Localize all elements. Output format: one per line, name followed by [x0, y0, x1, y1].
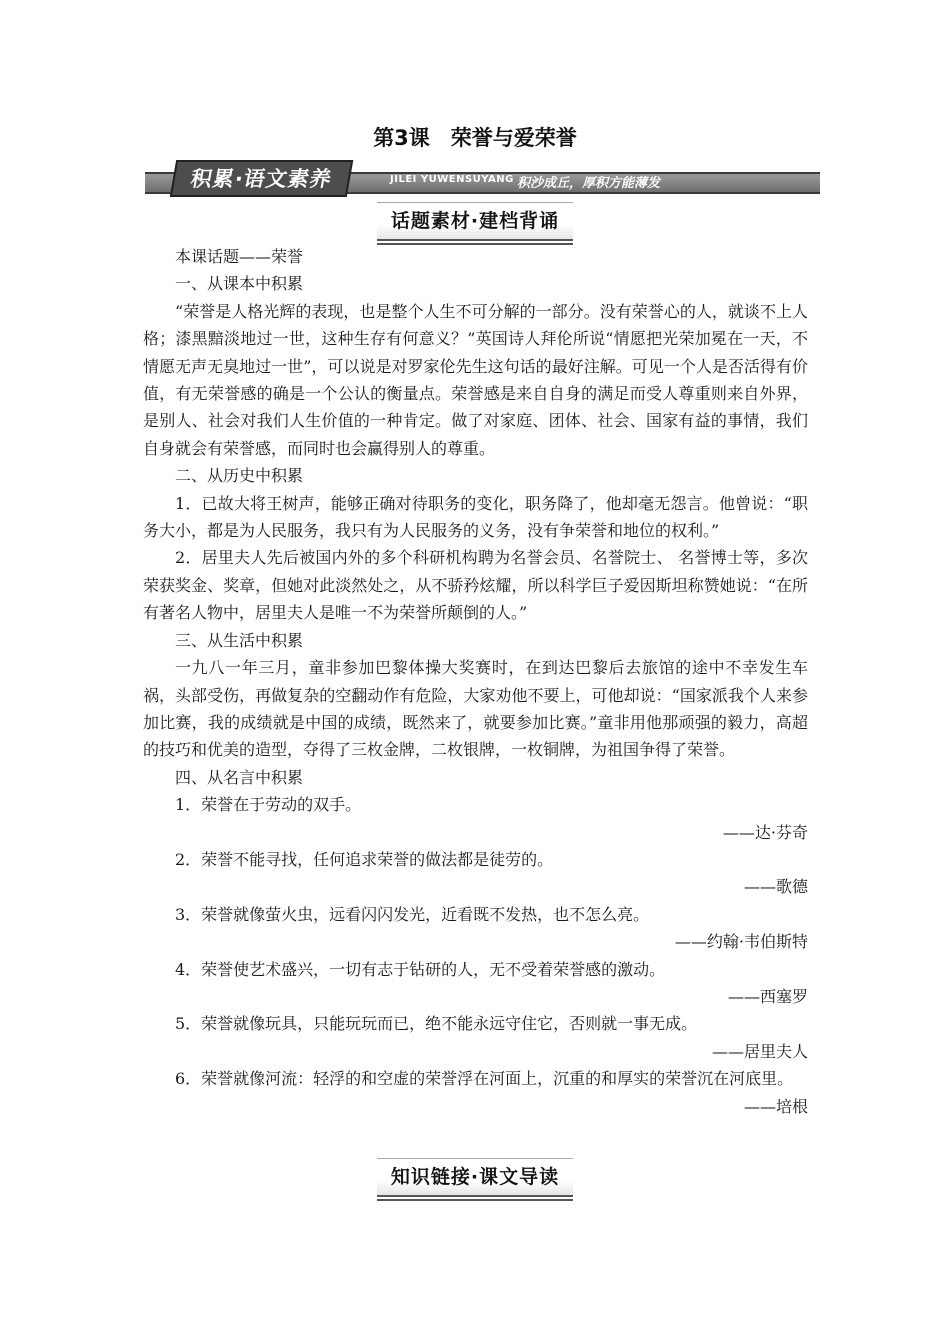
quote-text: 4．荣誉使艺术盛兴，一切有志于钻研的人，无不受着荣誉感的激动。: [175, 959, 666, 979]
quote-text: 5．荣誉就像玩具，只能玩玩而已，绝不能永远守住它，否则就一事无成。: [175, 1014, 698, 1034]
part3-heading: 三、从生活中积累: [175, 630, 304, 650]
quote-source: ——歌德: [743, 877, 808, 897]
quote-text: 2．荣誉不能寻找，任何追求荣誉的做法都是徒劳的。: [175, 849, 554, 869]
part2-item2: 2．居里夫人先后被国内外的多个科研机构聘为名誉会员、名誉院士、 名誉博士等，多次荣获奖金、奖章，但她对此淡然处之，从不骄矜炫耀，所以科学巨子爱因斯坦称赞她说：“在所有著名人物中，居里夫人是唯一不为荣誉所颠倒的人。”: [143, 548, 808, 623]
quote-source: ——西塞罗: [727, 986, 808, 1006]
part2-heading: 二、从历史中积累: [175, 466, 304, 486]
part1-heading: 一、从课本中积累: [175, 274, 304, 294]
page-title: 第3课 荣誉与爱荣誉: [373, 126, 577, 150]
quote-text: 1．荣誉在于劳动的双手。: [175, 795, 362, 815]
part2-item1: 1．已故大将王树声，能够正确对待职务的变化，职务降了，他却毫无怨言。他曾说：“职务大小，都是为人民服务，我只有为人民服务的义务，没有争荣誉和地位的权利。”: [143, 493, 808, 541]
section-heading-1: [0, 202, 950, 245]
topic-line: 本课话题——荣誉: [175, 247, 304, 266]
banner-motto: 积沙成丘，厚积方能薄发: [517, 176, 661, 191]
section-heading-2-label: 知识链接·课文导读: [377, 1158, 573, 1201]
banner-tag: 积累·语文素养: [170, 160, 354, 197]
quote-text: 6．荣誉就像河流：轻浮的和空虚的荣誉浮在河面上，沉重的和厚实的荣誉沉在河底里。: [175, 1069, 794, 1089]
banner-english: JILEI YUWENSUYANG: [390, 174, 514, 185]
article-body: [143, 243, 808, 1120]
section-banner: [145, 160, 820, 194]
part4-heading: 四、从名言中积累: [175, 767, 304, 787]
section-heading-1-label: 话题素材·建档背诵: [377, 202, 573, 245]
quote-source: ——约翰·韦伯斯特: [674, 932, 808, 952]
quote-text: 3．荣誉就像萤火虫，远看闪闪发光，近看既不发热，也不怎么亮。: [175, 904, 650, 924]
quote-source: ——达·芬奇: [722, 822, 808, 842]
quote-source: ——培根: [743, 1096, 808, 1116]
section-heading-2: [0, 1158, 950, 1201]
part1-text: “荣誉是人格光辉的表现，也是整个人生不可分解的一部分。没有荣誉心的人，就谈不上人格；漆黑黯淡地过一世，这种生存有何意义？”英国诗人拜伦所说“情愿把光荣加冕在一天，不情愿无声无臭地过一世”，可以说是对罗家伦先生这句话的最好注解。可见一个人是否活得有价值，有无荣誉感的确是一个公认的衡量点。荣誉感是来自自身的满足而受人尊重则来自外界，是别人、社会对我们人生价值的一种肯定。做了对家庭、团体、社会、国家有益的事情，我们自身就会有荣誉感，而同时也会赢得别人的尊重。: [143, 301, 808, 458]
quote-source: ——居里夫人: [711, 1041, 808, 1061]
part3-text: 一九八一年三月，童非参加巴黎体操大奖赛时，在到达巴黎后去旅馆的途中不幸发生车祸，头部受伤，再做复杂的空翻动作有危险，大家劝他不要上，可他却说：“国家派我个人来参加比赛，我的成绩就是中国的成绩，既然来了，就要参加比赛。”童非用他那顽强的毅力，高超的技巧和优美的造型，夺得了三枚金牌，二枚银牌，一枚铜牌，为祖国争得了荣誉。: [143, 658, 808, 760]
